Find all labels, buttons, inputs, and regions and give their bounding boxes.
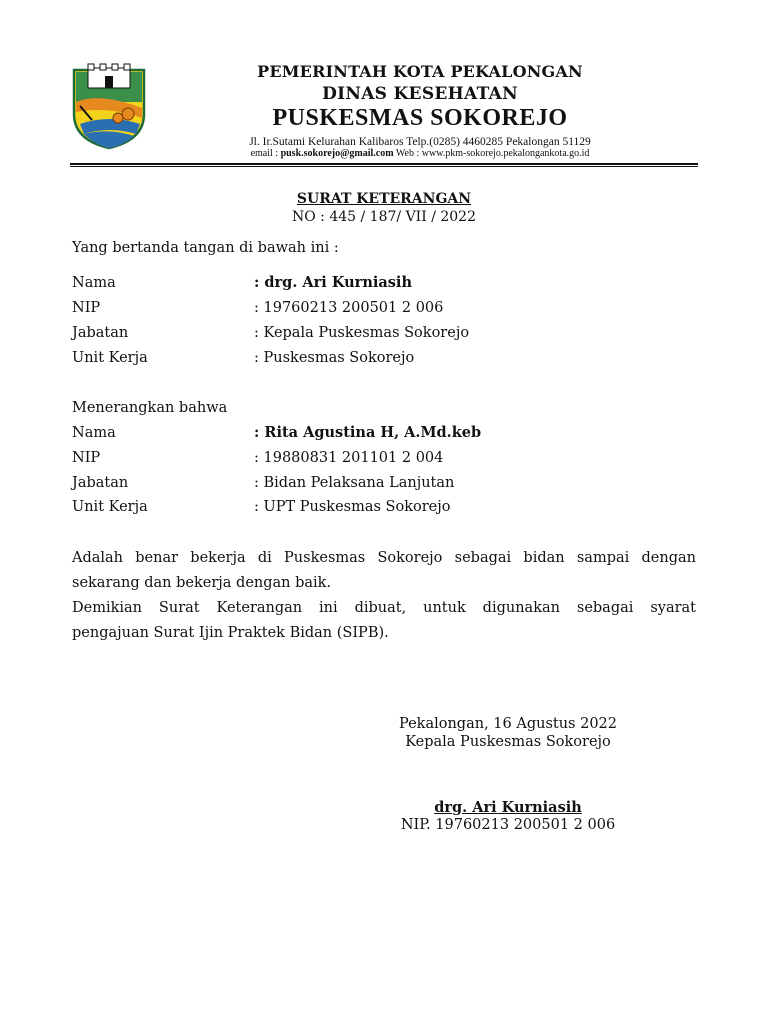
letterhead-government: PEMERINTAH KOTA PEKALONGAN [257,62,583,81]
intro-text: Yang bertanda tangan di bawah ini : [72,240,339,256]
body-paragraph-2-line-2: pengajuan Surat Ijin Praktek Bidan (SIPB). [72,625,389,641]
signer-unit-value: : Puskesmas Sokorejo [254,350,415,366]
signer-position-label: Jabatan [72,325,129,341]
letter-title: SURAT KETERANGAN [296,191,472,207]
email-address: pusk.sokorejo@gmail.com [280,148,394,159]
signature-nip: NIP. 19760213 200501 2 006 [400,817,616,833]
subject-unit-label: Unit Kerja [72,499,148,515]
signer-position-value: : Kepala Puskesmas Sokorejo [254,325,470,341]
subject-position-label: Jabatan [72,475,129,491]
web-label: Web : [393,148,422,159]
city-emblem-logo [70,62,148,150]
signature-position: Kepala Puskesmas Sokorejo [405,734,611,750]
signature-place-date: Pekalongan, 16 Agustus 2022 [398,716,618,732]
signer-unit-label: Unit Kerja [72,350,148,366]
body-paragraph-2-line-1: Demikian Surat Keterangan ini dibuat, untuk digunakan sebagai syarat [72,600,696,616]
letterhead-institution: PUSKESMAS SOKOREJO [272,105,568,131]
subject-unit-value: : UPT Puskesmas Sokorejo [254,499,451,515]
email-label: email : [250,148,281,159]
signer-nip-label: NIP [72,300,101,316]
signer-name-label: Nama [72,275,116,291]
body-paragraph-1-line-2: sekarang dan bekerja dengan baik. [72,575,332,591]
subject-nip-value: : 19880831 201101 2 004 [254,450,444,466]
letter-number: NO : 445 / 187/ VII / 2022 [292,209,476,225]
subject-name-label: Nama [72,425,116,441]
subject-name-value: : Rita Agustina H, A.Md.keb [254,424,482,441]
signer-nip-value: : 19760213 200501 2 006 [254,300,444,316]
subject-nip-label: NIP [72,450,101,466]
letterhead-contact [140,149,700,159]
letterhead-department: DINAS KESEHATAN [322,84,518,104]
signature-name: drg. Ari Kurniasih [434,799,582,816]
letterhead-address: Jl. Ir.Sutami Kelurahan Kalibaros Telp.(0285) 4460285 Pekalongan 51129 [249,136,591,148]
subject-position-value: : Bidan Pelaksana Lanjutan [254,475,455,491]
letterhead-rule-thick [70,163,698,165]
states-text: Menerangkan bahwa [72,400,228,416]
website: www.pkm-sokorejo.pekalongankota.go.id [421,148,590,159]
letterhead-rule-thin [70,166,698,167]
body-paragraph-1-line-1: Adalah benar bekerja di Puskesmas Sokorejo sebagai bidan sampai dengan [72,550,696,566]
signer-name-value: : drg. Ari Kurniasih [254,274,412,291]
